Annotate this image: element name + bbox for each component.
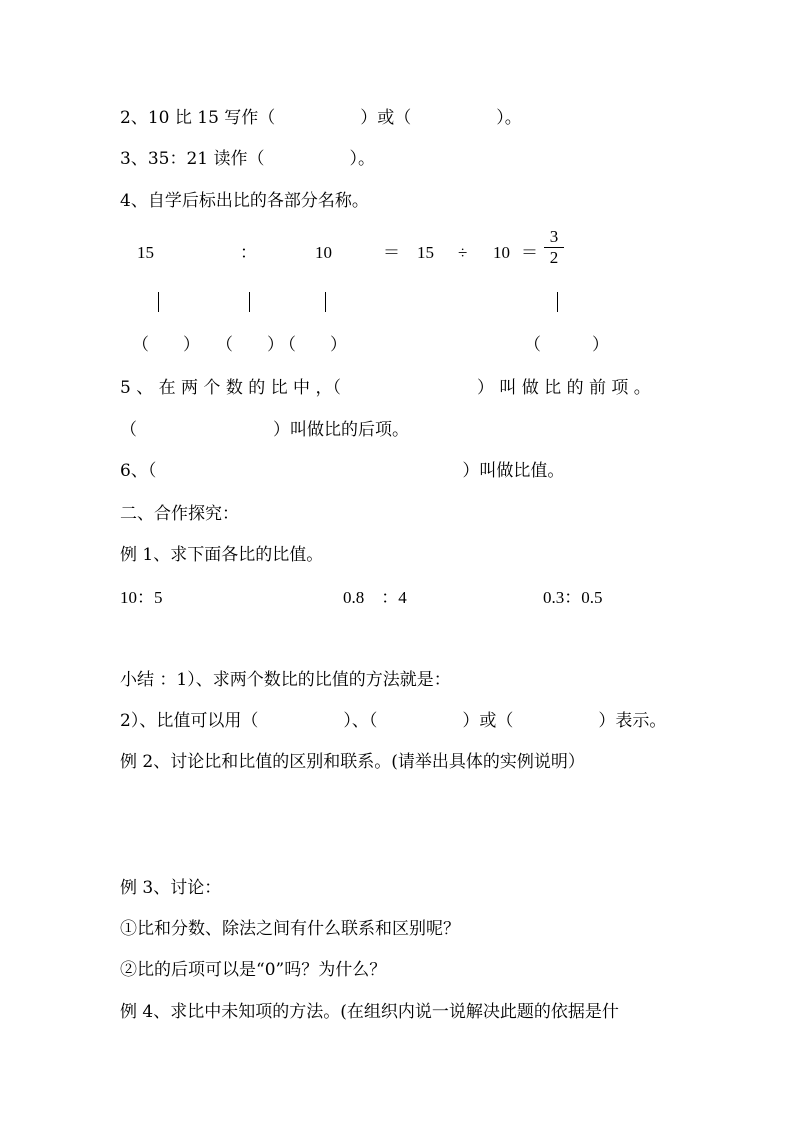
label-blank-4: （ ） <box>524 335 609 355</box>
pointer-bar-1 <box>158 292 159 312</box>
example-4: 例 4、求比中未知项的方法。(在组织内说一说解决此题的依据是什 <box>120 1002 619 1022</box>
equation-term-d: 10 <box>493 243 510 262</box>
example-3: 例 3、讨论： <box>120 878 222 898</box>
summary-2: 2）、比值可以用（ ）、（ ）或（ ）表示。 <box>120 711 667 731</box>
line-3: 3、35：21 读作（ ）。 <box>120 149 375 169</box>
ratio-3: 0.3：0.5 <box>543 588 603 607</box>
pointer-bar-2 <box>249 292 250 312</box>
question-1: ①比和分数、除法之间有什么联系和区别呢？ <box>120 919 460 939</box>
example-1: 例 1、求下面各比的比值。 <box>120 545 324 565</box>
line-2: 2、10 比 15 写作（ ）或（ ）。 <box>120 108 522 128</box>
summary-1: 小结 ：1）、求两个数比的比值的方法就是： <box>120 670 451 690</box>
line-6: 6、（ ）叫做比值。 <box>120 461 565 481</box>
equation-equals-2: ＝ <box>521 243 538 262</box>
section-2-heading: 二、合作探究： <box>120 504 239 524</box>
line-5b: （ ）叫做比的后项。 <box>120 420 409 440</box>
fraction-denominator: 2 <box>549 248 559 267</box>
equation-colon: ： <box>240 243 257 262</box>
question-2: ②比的后项可以是“0”吗？为什么？ <box>120 960 387 980</box>
label-blank-2: （ ） <box>216 335 284 355</box>
ratio-1: 10：5 <box>120 588 163 607</box>
equation-term-b: 10 <box>315 243 332 262</box>
equation-equals-1: ＝ <box>383 243 400 262</box>
equation-term-c: 15 <box>417 243 434 262</box>
fraction-numerator: 3 <box>549 227 559 246</box>
pointer-bar-3 <box>325 292 326 312</box>
label-blank-3: （ ） <box>279 335 347 355</box>
equation-fraction <box>544 228 564 267</box>
line-4: 4、自学后标出比的各部分名称。 <box>120 191 369 211</box>
pointer-bar-4 <box>557 292 558 312</box>
example-2: 例 2、讨论比和比值的区别和联系。(请举出具体的实例说明） <box>120 752 585 772</box>
equation-term-a: 15 <box>137 243 154 262</box>
equation-divide: ÷ <box>458 243 468 262</box>
ratio-2: 0.8 ：4 <box>343 588 407 607</box>
label-blank-1: （ ） <box>132 335 200 355</box>
line-5a: 5 、 在 两 个 数 的 比 中 ，（ ） 叫 做 比 的 前 项 。 <box>120 378 651 398</box>
